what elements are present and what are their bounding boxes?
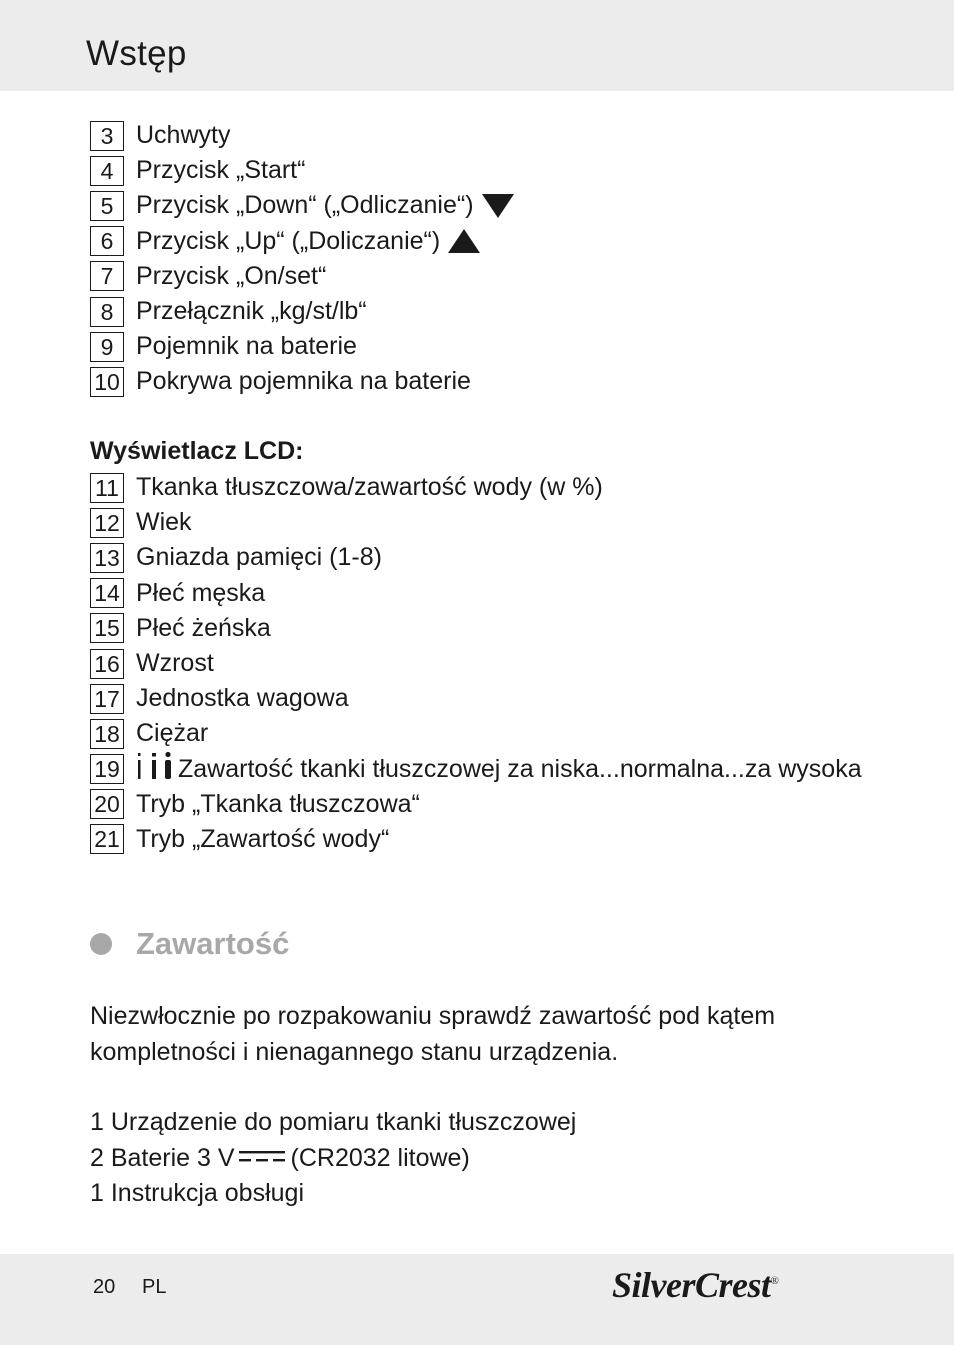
list-item [90, 611, 862, 646]
parts-list [90, 118, 514, 400]
fat-level-bars-icon [136, 751, 172, 788]
item-number-badge: 3 [90, 121, 124, 151]
item-label: Przycisk „Up“ („Doliczanie“) [136, 226, 441, 255]
item-number-badge: 18 [90, 719, 124, 749]
item-label: Ciężar [136, 719, 209, 748]
item-number-badge: 13 [90, 543, 124, 573]
item-label: Jednostka wagowa [136, 684, 349, 713]
brand-logo [612, 1264, 778, 1306]
item-number-badge: 12 [90, 508, 124, 538]
item-label: Tryb „Tkanka tłuszczowa“ [136, 789, 420, 818]
list-item [90, 576, 862, 611]
item-label: Płeć żeńska [136, 613, 271, 642]
list-item [90, 752, 862, 787]
lcd-heading: Wyświetlacz LCD: [90, 437, 304, 465]
item-label: Tryb „Zawartość wody“ [136, 824, 390, 853]
list-item [90, 329, 514, 364]
content-text: 1 Urządzenie do pomiaru tkanki tłuszczowej [90, 1108, 577, 1136]
item-label: Przycisk „On/set“ [136, 261, 327, 290]
item-number-badge: 5 [90, 191, 124, 221]
section-title: Zawartość [136, 926, 290, 961]
footer-band [0, 1254, 954, 1345]
item-label: Zawartość tkanki tłuszczowej za niska...normalna...za wysoka [178, 754, 862, 783]
item-number-badge: 17 [90, 684, 124, 714]
list-item [90, 1141, 576, 1177]
list-item [90, 505, 862, 540]
list-item [90, 188, 514, 223]
list-item [90, 224, 514, 259]
triangle-up-icon [448, 229, 480, 253]
item-number-badge: 7 [90, 261, 124, 291]
item-label: Pokrywa pojemnika na baterie [136, 367, 471, 396]
list-item [90, 681, 862, 716]
item-label: Płeć męska [136, 578, 266, 607]
item-label: Gniazda pamięci (1-8) [136, 543, 382, 572]
list-item [90, 1105, 576, 1141]
item-number-badge: 6 [90, 226, 124, 256]
content-text: 2 Baterie 3 V [90, 1143, 235, 1172]
bullet-icon [90, 933, 112, 955]
list-item [90, 1176, 576, 1212]
list-item [90, 470, 862, 505]
content-text: (CR2032 litowe) [290, 1143, 470, 1172]
item-label: Uchwyty [136, 121, 231, 150]
item-label: Wiek [136, 508, 192, 537]
item-number-badge: 11 [90, 473, 124, 503]
direct-current-icon [239, 1141, 285, 1177]
item-label: Przycisk „Down“ („Odliczanie“) [136, 191, 474, 220]
item-label: Przełącznik „kg/st/lb“ [136, 297, 367, 326]
brand-logo-text: SilverCrest [612, 1265, 771, 1305]
list-item [90, 118, 514, 153]
item-number-badge: 14 [90, 578, 124, 608]
list-item [90, 716, 862, 751]
language-code: PL [142, 1276, 167, 1298]
item-number-badge: 16 [90, 649, 124, 679]
list-item [90, 153, 514, 188]
item-number-badge: 21 [90, 824, 124, 854]
list-item [90, 540, 862, 575]
item-number-badge: 19 [90, 754, 124, 784]
item-number-badge: 9 [90, 332, 124, 362]
triangle-down-icon [482, 194, 514, 218]
item-label: Tkanka tłuszczowa/zawartość wody (w %) [136, 473, 603, 502]
contents-list [90, 1105, 576, 1212]
item-label: Pojemnik na baterie [136, 332, 357, 361]
section-heading [90, 926, 289, 962]
item-number-badge: 20 [90, 789, 124, 819]
content-text: 1 Instrukcja obsługi [90, 1179, 305, 1207]
page-title: Wstęp [86, 34, 187, 73]
item-label: Przycisk „Start“ [136, 156, 306, 185]
lcd-list [90, 470, 862, 857]
list-item [90, 822, 862, 857]
list-item [90, 259, 514, 294]
item-number-badge: 15 [90, 613, 124, 643]
registered-mark: ® [770, 1275, 779, 1287]
page-number: 20 [93, 1276, 116, 1298]
item-number-badge: 10 [90, 367, 124, 397]
list-item [90, 787, 862, 822]
intro-paragraph: Niezwłocznie po rozpakowaniu sprawdź zawartość pod kątem kompletności i nienagannego stanu urządzenia. [90, 1002, 776, 1066]
item-label: Wzrost [136, 649, 214, 678]
list-item [90, 646, 862, 681]
item-number-badge: 8 [90, 297, 124, 327]
list-item [90, 294, 514, 329]
item-number-badge: 4 [90, 156, 124, 186]
list-item [90, 364, 514, 399]
